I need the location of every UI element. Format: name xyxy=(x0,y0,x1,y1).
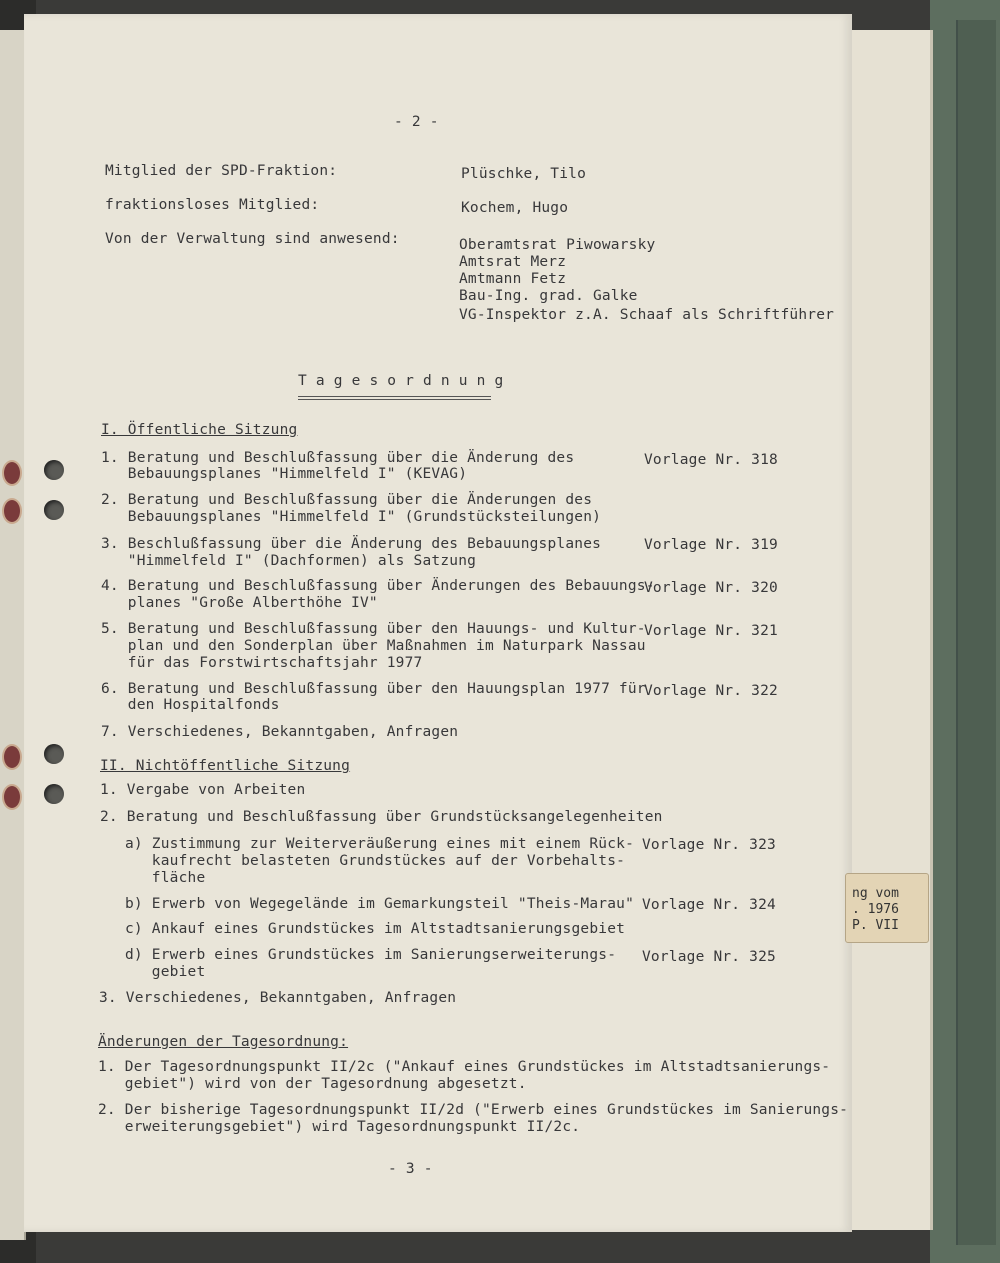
agenda-item-line: 4. Beratung und Beschlußfassung über Änderungen des Bebauungs- xyxy=(101,578,655,594)
punch-hole xyxy=(44,744,64,764)
punch-hole-ring xyxy=(2,744,22,770)
punch-hole-ring xyxy=(2,498,22,524)
change-line: 1. Der Tagesordnungspunkt II/2c ("Ankauf eines Grundstückes im Altstadtsanierungs- xyxy=(98,1059,831,1075)
attendee-label: Von der Verwaltung sind anwesend: xyxy=(105,231,400,247)
agenda-item-line: "Himmelfeld I" (Dachformen) als Satzung xyxy=(101,553,477,569)
agenda-item-line: 1. Beratung und Beschlußfassung über die Änderung des xyxy=(101,450,575,466)
agenda-item-line: 6. Beratung und Beschlußfassung über den Hauungsplan 1977 für xyxy=(101,681,646,697)
vorlage-ref: Vorlage Nr. 325 xyxy=(642,949,776,965)
administration-member: Amtsrat Merz xyxy=(459,254,567,270)
agenda-item-line: 3. Verschiedenes, Bekanntgaben, Anfragen xyxy=(99,990,457,1006)
administration-member: Amtmann Fetz xyxy=(459,271,567,287)
agenda-item-line: Bebauungsplanes "Himmelfeld I" (Grundstücksteilungen) xyxy=(101,509,602,525)
change-line: erweiterungsgebiet") wird Tagesordnungspunkt II/2c. xyxy=(98,1119,581,1135)
attendee-value: Plüschke, Tilo xyxy=(461,166,587,182)
agenda-item-line: den Hospitalfonds xyxy=(101,697,280,713)
vorlage-ref: Vorlage Nr. 322 xyxy=(644,683,778,699)
agenda-item-line: planes "Große Alberthöhe IV" xyxy=(101,595,378,611)
agenda-item-line: 7. Verschiedenes, Bekanntgaben, Anfragen xyxy=(101,724,459,740)
vorlage-ref: Vorlage Nr. 323 xyxy=(642,837,776,853)
vorlage-ref: Vorlage Nr. 318 xyxy=(644,452,778,468)
tab-line: ng vom xyxy=(852,886,899,901)
change-line: 2. Der bisherige Tagesordnungspunkt II/2d ("Erwerb eines Grundstückes im Sanierungs- xyxy=(98,1102,849,1118)
agenda-subitem-line: fläche xyxy=(125,870,206,886)
attendee-value: Kochem, Hugo xyxy=(461,200,569,216)
attendee-label: Mitglied der SPD-Fraktion: xyxy=(105,163,338,179)
agenda-item-line: 3. Beschlußfassung über die Änderung des Bebauungsplanes xyxy=(101,536,602,552)
agenda-item-line: 2. Beratung und Beschlußfassung über die Änderungen des xyxy=(101,492,593,508)
vorlage-ref: Vorlage Nr. 320 xyxy=(644,580,778,596)
agenda-item-line: plan und den Sonderplan über Maßnahmen im Naturpark Nassau xyxy=(101,638,646,654)
page-number-bottom: - 3 - xyxy=(388,1161,433,1177)
administration-member: Bau-Ing. grad. Galke xyxy=(459,288,638,304)
section-heading-private: II. Nichtöffentliche Sitzung xyxy=(100,758,351,774)
punch-hole-ring xyxy=(2,460,22,486)
agenda-subitem-line: b) Erwerb von Wegegelände im Gemarkungsteil "Theis-Marau" xyxy=(125,896,634,912)
tab-line: P. VII xyxy=(852,918,899,933)
title-double-underline xyxy=(298,396,491,400)
section-heading-public: I. Öffentliche Sitzung xyxy=(101,422,298,438)
agenda-subitem-line: d) Erwerb eines Grundstückes im Sanierungserweiterungs- xyxy=(125,947,617,963)
agenda-subitem-line: kaufrecht belasteten Grundstückes auf der Vorbehalts- xyxy=(125,853,626,869)
tab-line: . 1976 xyxy=(852,902,899,917)
agenda-title: T a g e s o r d n u n g xyxy=(298,373,504,389)
punch-hole xyxy=(44,460,64,480)
agenda-subitem-line: a) Zustimmung zur Weiterveräußerung eines mit einem Rück- xyxy=(125,836,634,852)
agenda-item-line: 1. Vergabe von Arbeiten xyxy=(100,782,306,798)
index-tab xyxy=(845,873,929,943)
binder-cover xyxy=(930,0,1000,1263)
punch-hole-ring xyxy=(2,784,22,810)
changes-heading: Änderungen der Tagesordnung: xyxy=(98,1034,349,1050)
vorlage-ref: Vorlage Nr. 324 xyxy=(642,897,776,913)
punch-hole xyxy=(44,784,64,804)
agenda-item-line: 5. Beratung und Beschlußfassung über den Hauungs- und Kultur- xyxy=(101,621,646,637)
vorlage-ref: Vorlage Nr. 319 xyxy=(644,537,778,553)
agenda-item-line: für das Forstwirtschaftsjahr 1977 xyxy=(101,655,423,671)
back-sheets xyxy=(852,30,933,1230)
agenda-item-line: 2. Beratung und Beschlußfassung über Grundstücksangelegenheiten xyxy=(100,809,663,825)
agenda-item-line: Bebauungsplanes "Himmelfeld I" (KEVAG) xyxy=(101,466,468,482)
page-number-top: - 2 - xyxy=(394,114,439,130)
administration-member: VG-Inspektor z.A. Schaaf als Schriftführer xyxy=(459,307,835,323)
vorlage-ref: Vorlage Nr. 321 xyxy=(644,623,778,639)
punch-hole xyxy=(44,500,64,520)
previous-page-edge xyxy=(0,30,26,1240)
attendee-label: fraktionsloses Mitglied: xyxy=(105,197,320,213)
change-line: gebiet") wird von der Tagesordnung abgesetzt. xyxy=(98,1076,527,1092)
agenda-subitem-line: gebiet xyxy=(125,964,206,980)
administration-member: Oberamtsrat Piwowarsky xyxy=(459,237,656,253)
agenda-subitem-line: c) Ankauf eines Grundstückes im Altstadtsanierungsgebiet xyxy=(125,921,626,937)
